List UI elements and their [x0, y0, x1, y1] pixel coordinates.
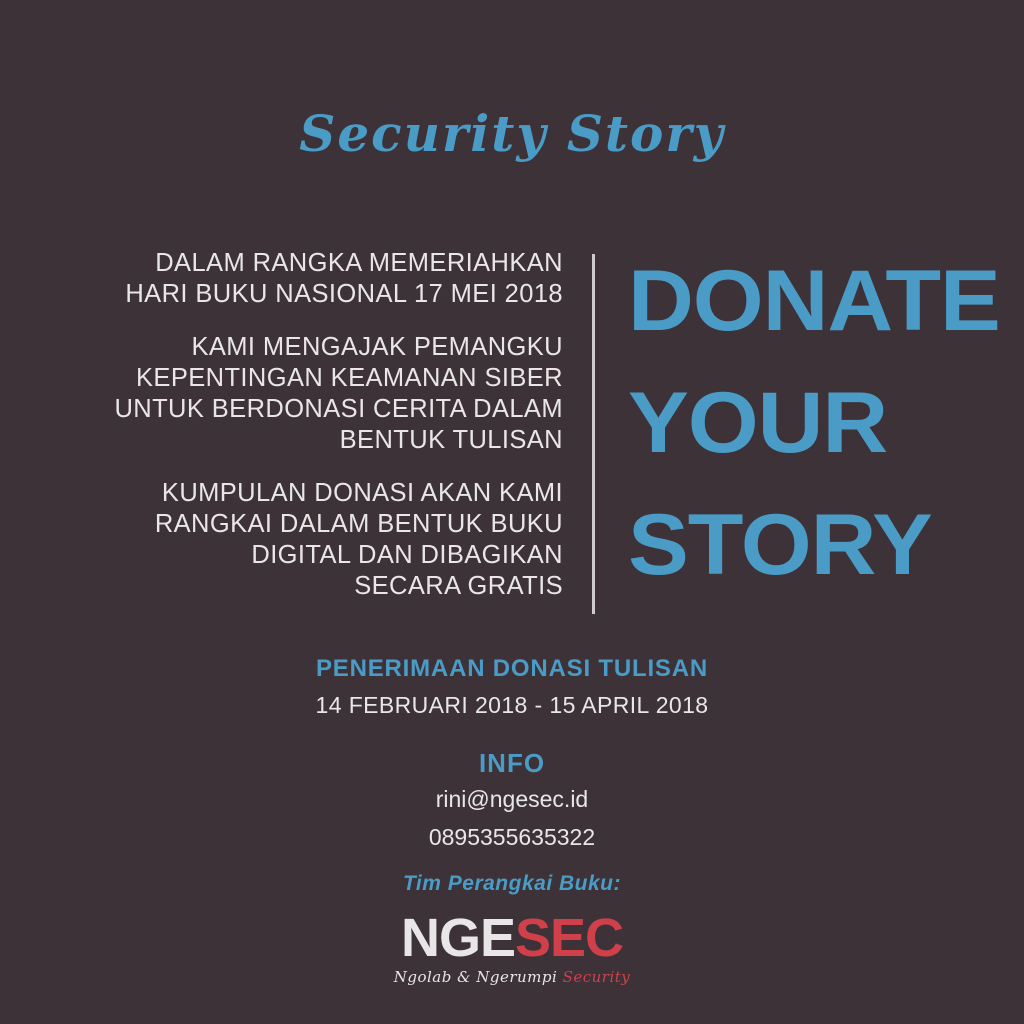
headline-line-1: DONATE [628, 253, 1000, 349]
description-line: RANGKAI DALAM BENTUK BUKU [154, 510, 563, 538]
logo-tagline-left: Ngolab & Ngerumpi [393, 968, 563, 986]
description-line: HARI BUKU NASIONAL 17 MEI 2018 [125, 280, 563, 308]
headline-line-3: STORY [628, 497, 932, 593]
vertical-divider [592, 254, 595, 614]
logo-text-sec: SEC [514, 908, 624, 968]
logo-tagline [0, 968, 1024, 986]
submission-heading: PENERIMAAN DONASI TULISAN [315, 655, 708, 682]
info-label: INFO [478, 748, 546, 778]
submission-dates: 14 FEBRUARI 2018 - 15 APRIL 2018 [315, 692, 709, 718]
info-phone[interactable]: 0895355635322 [428, 824, 596, 850]
description-line: UNTUK BERDONASI CERITA DALAM [114, 395, 563, 423]
logo-tagline-right: Security [562, 968, 631, 986]
description-line: KAMI MENGAJAK PEMANGKU [191, 333, 563, 361]
poster-middle-section [0, 248, 1024, 618]
headline-line-2: YOUR [628, 375, 888, 471]
logo-wordmark [0, 910, 1024, 966]
description-line: KEPENTINGAN KEAMANAN SIBER [136, 364, 563, 392]
poster-title: Security Story [299, 104, 725, 163]
description-line: DALAM RANGKA MEMERIAHKAN [155, 249, 563, 277]
description-line: KUMPULAN DONASI AKAN KAMI [161, 479, 563, 507]
description-line: DIGITAL DAN DIBAGIKAN [251, 541, 563, 569]
info-email[interactable]: rini@ngesec.id [435, 786, 589, 812]
team-label: Tim Perangkai Buku: [402, 872, 621, 895]
description-line: SECARA GRATIS [354, 572, 563, 600]
logo-text-nge: NGE [400, 908, 515, 968]
poster-headline [628, 240, 1000, 606]
ngesec-logo [0, 910, 1024, 986]
description-paragraph-2 [60, 332, 563, 456]
description-paragraph-1 [60, 248, 563, 310]
description-line: BENTUK TULISAN [339, 426, 563, 454]
poster-description-column [60, 248, 563, 602]
description-paragraph-3 [60, 478, 563, 602]
